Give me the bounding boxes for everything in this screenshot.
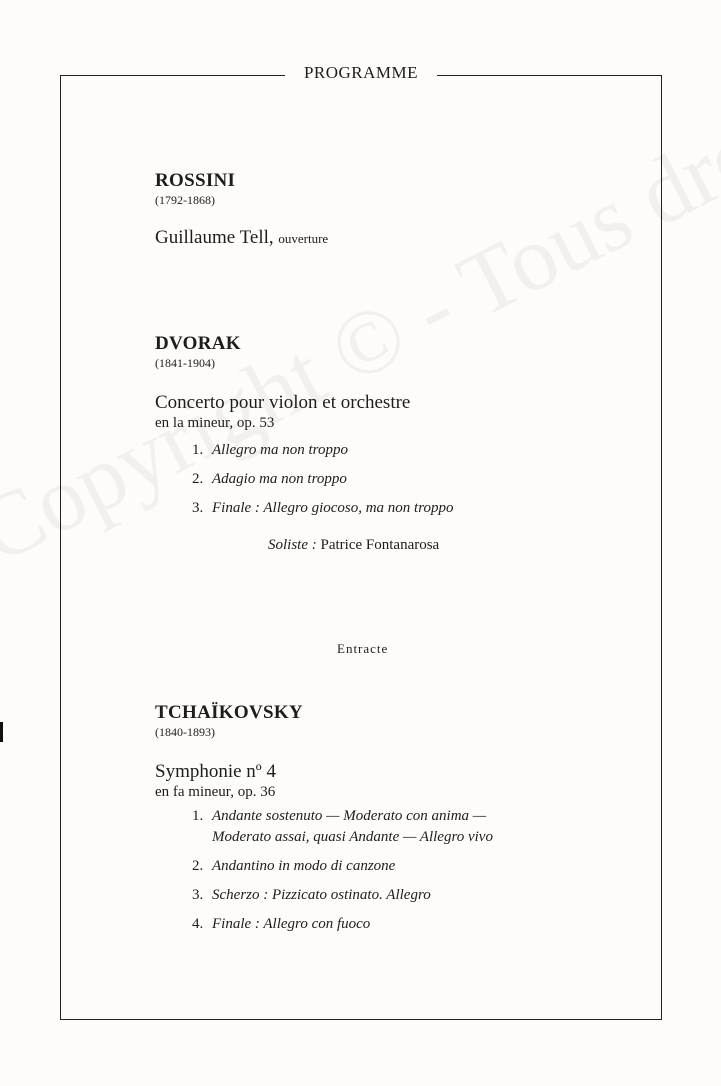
movement-text: Allegro ma non troppo [212,442,348,458]
entracte-label: Entracte [337,641,389,656]
movement-item [192,436,454,465]
movement-number: 1. [192,808,204,824]
soliste-name: Patrice Fontanarosa [320,537,440,553]
movement-text-continued: Moderato assai, quasi Andante — Allegro vivo [212,829,493,845]
page-title: PROGRAMME [285,60,437,86]
rossini-section [155,170,328,250]
movement-text: Finale : Allegro con fuoco [212,916,371,932]
tchaikovsky-movements [192,806,493,939]
work-title: Concerto pour violon et orchestre [155,392,411,413]
soliste-label: Soliste : [268,537,317,553]
binding-mark [0,722,3,742]
movement-item [192,494,454,523]
movement-number: 2. [192,858,204,874]
movement-number: 3. [192,500,204,516]
composer-dates: (1841-1904) [155,356,215,370]
movement-item [192,465,454,494]
movement-text: Scherzo : Pizzicato ostinato. Allegro [212,887,431,903]
movement-item [192,881,493,910]
dvorak-movements [192,436,454,523]
movement-number: 3. [192,887,204,903]
work-title-text: Guillaume Tell, [155,227,274,248]
movement-item [192,806,493,827]
composer-dates: (1840-1893) [155,725,215,739]
composer-name: ROSSINI [155,170,236,191]
tchaikovsky-section [155,702,303,801]
composer-dates: (1792-1868) [155,193,215,207]
work-title [155,227,328,250]
composer-name: DVORAK [155,333,241,354]
movement-number: 1. [192,442,204,458]
movement-item [192,910,493,939]
movement-item [192,852,493,881]
work-note: ouverture [278,231,329,246]
work-title: Symphonie nº 4 [155,761,276,782]
movement-text: Adagio ma non troppo [212,471,347,487]
movement-text: Finale : Allegro giocoso, ma non troppo [212,500,454,516]
soliste-line [268,537,439,554]
dvorak-section [155,333,410,432]
work-subtitle: en la mineur, op. 53 [155,415,275,431]
movement-text: Andantino in modo di canzone [212,858,396,874]
movement-text: Andante sostenuto — Moderato con anima — [212,808,487,824]
movement-number: 4. [192,916,204,932]
composer-name: TCHAÏKOVSKY [155,702,303,723]
movement-number: 2. [192,471,204,487]
work-subtitle: en fa mineur, op. 36 [155,784,276,800]
